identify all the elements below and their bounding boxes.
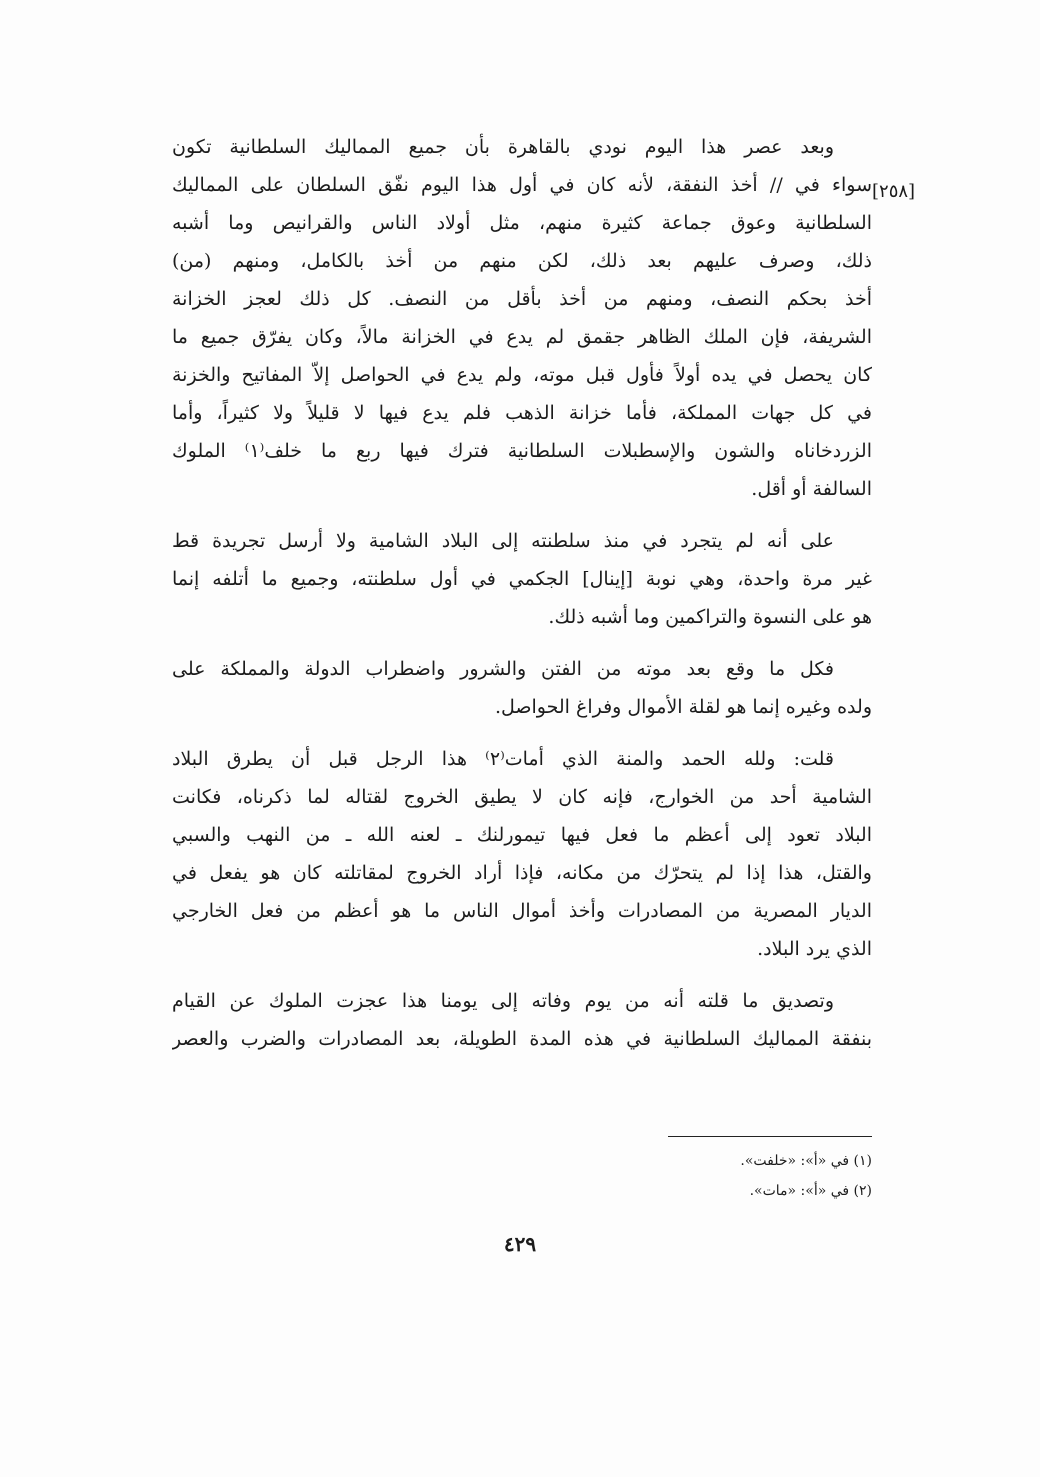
text-line: فكل ما وقع بعد موته من الفتن والشرور واضطراب الدولة والمملكة على xyxy=(172,658,834,680)
margin-page-marker: [٢٥٨] xyxy=(872,181,916,202)
text-line: قلت: ولله الحمد والمنة الذي أمات⁽٢⁾ هذا الرجل قبل أن يطرق البلاد xyxy=(172,748,835,770)
text-line: غير مرة واحدة، وهي نوبة [إينال] الجكمي في أول سلطنته، وجميع ما أتلفه إنما xyxy=(172,568,872,590)
paragraph-3 xyxy=(172,650,872,726)
paragraph-4 xyxy=(172,740,872,968)
paragraph-5 xyxy=(172,982,872,1058)
text-line: ذلك، وصرف عليهم بعد ذلك، لكن منهم من أخذ بالكامل، ومنهم (من) xyxy=(172,250,872,272)
text-line: والقتل، هذا إذا لم يتحرّك من مكانه، فإذا أراد الخروج لمقاتلته كان هو يفعل في xyxy=(172,862,872,884)
text-line: هو على النسوة والتراكمين وما أشبه ذلك. xyxy=(548,606,872,628)
footnote-divider xyxy=(668,1136,872,1137)
footnotes xyxy=(560,1146,872,1206)
text-line: الشريفة، فإن الملك الظاهر جقمق لم يدع في الخزانة مالاً، وكان يفرّق جميع ما xyxy=(172,326,872,348)
footnote-1: (١) في «أ»: «خلفت». xyxy=(740,1153,872,1169)
text-line: البلاد تعود إلى أعظم ما فعل فيها تيمورلنك ـ لعنه الله ـ من النهب والسبي xyxy=(172,824,872,846)
text-line: الذي يرد البلاد. xyxy=(757,938,872,960)
text-line: على أنه لم يتجرد في منذ سلطنته إلى البلاد الشامية ولا أرسل تجريدة قط xyxy=(172,530,834,552)
text-line: ولده وغيره إنما هو لقلة الأموال وفراغ الحواصل. xyxy=(494,696,872,718)
paragraph-1 xyxy=(172,128,872,508)
body-text xyxy=(172,128,872,1062)
text-line: وتصديق ما قلته أنه من يوم وفاته إلى يومنا هذا عجزت الملوك عن القيام xyxy=(172,990,834,1012)
text-line: الزردخاناه والشون والإسطبلات السلطانية فترك فيها ربع ما خلف⁽١⁾ الملوك xyxy=(172,440,872,462)
text-line: أخذ بحكم النصف، ومنهم من أخذ بأقل من النصف. كل ذلك لعجز الخزانة xyxy=(172,288,872,310)
text-line: السالفة أو أقل. xyxy=(751,478,872,500)
text-line: سواء في // أخذ النفقة، لأنه كان في أول هذا اليوم نفّق السلطان على المماليك xyxy=(172,174,872,196)
text-line: في كل جهات المملكة، فأما خزانة الذهب فلم يدع فيها لا قليلاً ولا كثيراً، وأما xyxy=(172,402,872,424)
paragraph-2 xyxy=(172,522,872,636)
text-line: وبعد عصر هذا اليوم نودي بالقاهرة بأن جميع المماليك السلطانية تكون xyxy=(172,136,834,158)
text-line: الديار المصرية من المصادرات وأخذ أموال الناس ما هو أعظم من فعل الخارجي xyxy=(172,900,872,922)
text-line: كان يحصل في يده أولاً فأول قبل موته، ولم يدع في الحواصل إلاّ المفاتيح والخزنة xyxy=(172,364,872,386)
text-line: السلطانية وعوق جماعة كثيرة منهم، مثل أولاد الناس والقرانيص وما أشبه xyxy=(172,212,872,234)
text-line: بنفقة المماليك السلطانية في هذه المدة الطويلة، بعد المصادرات والضرب والعصر xyxy=(172,1028,872,1050)
footnote-2: (٢) في «أ»: «مات». xyxy=(749,1183,872,1199)
text-line: الشامية أحد من الخوارج، فإنه كان لا يطيق الخروج لقتاله لما ذكرناه، فكانت xyxy=(172,786,872,808)
page-number: ٤٢٩ xyxy=(503,1232,537,1256)
